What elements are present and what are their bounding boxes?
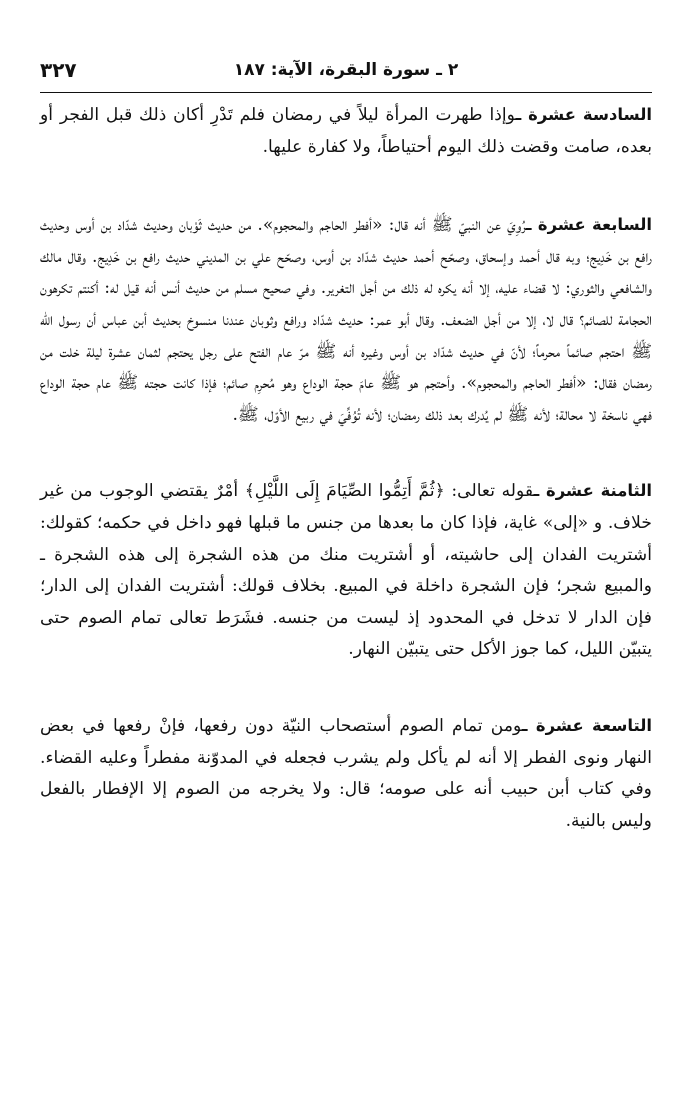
paragraph-eighteenth xyxy=(40,475,652,666)
page-header xyxy=(40,56,652,93)
book-page xyxy=(40,56,652,837)
paragraph-text: رُوِيَ عن النبيّ ﷺ أنه قال: «أفطر الحاجم والمحجوم». من حديث ثَوْبان وحديث شدّاد بن أوس وحديث رافع بن خَدِيج؛ وبه قال أحمد وإسحاق، وصحّح أحمد حديث شدّاد بن أوس، وصحّح علي بن المديني حديث رافع بن خَدِيج. وقال مالك والشافعي والثوري: لا قضاء عليه، إلا أنه يكره له ذلك من أجل التغرير. وفي صحيح مسلم من حديث أنس أنه قيل له: أكنتم تكرهون الحجامة للصائم؟ قال لا، إلا من أجل الضعف. وقال أبو عمر: حديث شدّاد ورافع وثوبان عندنا منسوخ بحديث أبن عباس أن رسول الله ﷺ احتجم صائماً محرماً؛ لأنّ في حديث شدّاد بن أوس وغيره أنه ﷺ مرّ عام الفتح على رجل يحتجم لثمان عشرة ليلة خلت من رمضان فقال: «أفطر الحاجم والمحجوم». وأحتجم هو ﷺ عامَ حجة الوداع وهو مُحرِم صائم؛ فإذا كانت حجته ﷺ عام حجة الوداع فهي ناسخة لا محالة؛ لأنه ﷺ لم يُدرك بعد ذلك رمضان؛ لأنه تُوُفِّيَ في ربيع الأوّل، ﷺ. xyxy=(40,215,652,425)
paragraph-sixteenth xyxy=(40,99,652,163)
paragraph-nineteenth xyxy=(40,710,652,837)
paragraph-text: ومن تمام الصوم أستصحاب النيّة دون رفعها، فإنْ رفعها في بعض النهار ونوى الفطر إلا أنه لم يأكل ولم يشرب فجعله في المدوّنة مفطراً وعليه القضاء. وفي كتاب أبن حبيب أنه على صومه؛ قال: ولا يخرجه من الصوم إلا الإفطار بالفعل وليس بالنية. xyxy=(40,715,652,831)
paragraph-text: وإذا طهرت المرأة ليلاً في رمضان فلم تَدْرِ أكان ذلك قبل الفجر أو بعده، صامت وقضت ذلك اليوم أحتياطاً، ولا كفارة عليها. xyxy=(40,105,652,157)
paragraph-heading: السابعة عشرة ـ xyxy=(525,215,652,235)
paragraph-heading: السادسة عشرة ـ xyxy=(515,105,652,124)
paragraph-heading: التاسعة عشرة ـ xyxy=(521,715,652,735)
running-title: ٢ ـ سورة البقرة، الآية: ١٨٧ xyxy=(233,60,459,80)
paragraph-heading: الثامنة عشرة ـ xyxy=(533,481,652,501)
paragraph-text: قوله تعالى: ﴿ثُمَّ أَتِمُّوا الصِّيَامَ إِلَى اللَّيْلِ﴾ أمْرٌ يقتضي الوجوب من غير خلاف. و «إلى» غاية، فإذا كان ما بعدها من جنس ما قبلها فهو داخل في حكمه؛ كقولك: أشتريت الفدان إلى حاشيته، أو أشتريت منك من هذه الشجرة إلى هذه الشجرة ـ والمبيع شجر؛ فإن الشجرة داخلة في المبيع. بخلاف قولك: أشتريت الفدان إلى الدار؛ فإن الدار لا تدخل في المحدود إذ ليست من جنسه. فشَرَط تعالى تمام الصوم حتى يتبيّن الليل، كما جوز الأكل حتى يتبيّن النهار. xyxy=(40,481,652,660)
page-number: ٣٢٧ xyxy=(40,58,77,82)
paragraph-seventeenth xyxy=(40,209,652,431)
